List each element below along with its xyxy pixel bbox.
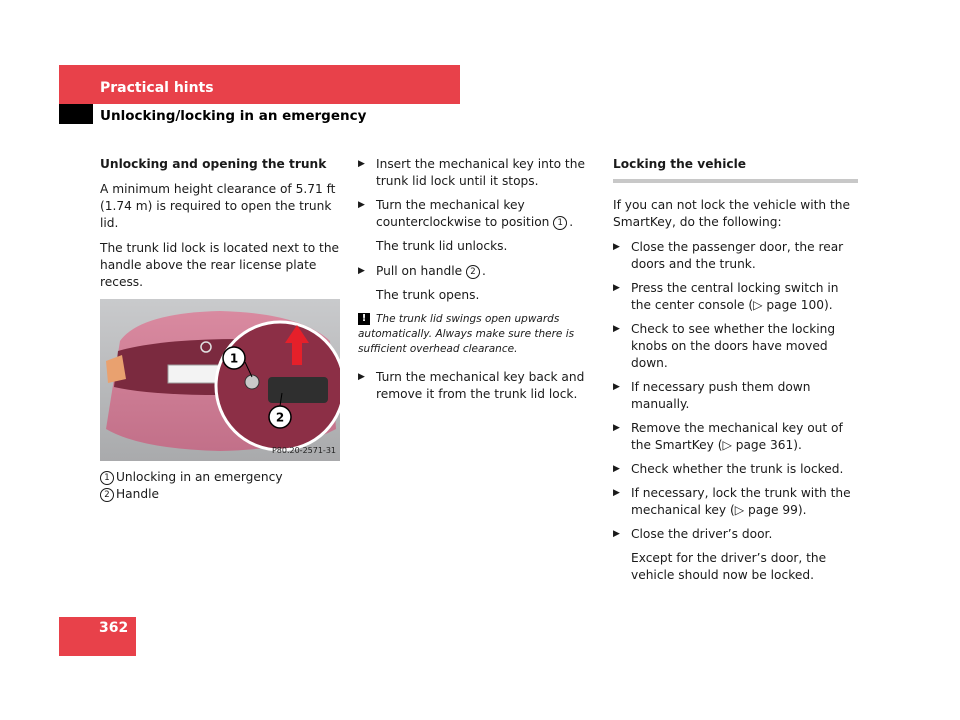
instruction-step: ▶ Remove the mechanical key out of the SmartKey (▷ page 361). bbox=[613, 421, 843, 452]
clearance-paragraph: A minimum height clearance of 5.71 ft (1.74 m) is required to open the trunk lid. bbox=[100, 182, 336, 230]
instruction-step: ▶ Press the central locking switch in the center console (▷ page 100). bbox=[613, 281, 839, 312]
step-arrow-icon: ▶ bbox=[358, 159, 365, 169]
locking-intro: If you can not lock the vehicle with the SmartKey, do the following: bbox=[613, 198, 850, 229]
svg-text:2: 2 bbox=[275, 410, 285, 425]
header-tab-marker bbox=[59, 104, 93, 124]
instruction-step: ▶ Insert the mechanical key into the trunk lid lock until it stops. bbox=[358, 157, 585, 188]
instruction-step: ▶ Turn the mechanical key counterclockwise to position 1 . bbox=[358, 198, 574, 229]
instruction-step: ▶ Pull on handle 2 . bbox=[358, 264, 486, 278]
step-arrow-icon: ▶ bbox=[613, 529, 620, 539]
step-arrow-icon: ▶ bbox=[358, 372, 365, 382]
step-arrow-icon: ▶ bbox=[358, 266, 365, 276]
lock-location-paragraph: The trunk lid lock is located next to the handle above the rear license plate recess. bbox=[100, 241, 340, 289]
legend-item: 1 Unlocking in an emergency bbox=[100, 469, 345, 486]
instruction-step: ▶ Close the passenger door, the rear doors and the trunk. bbox=[613, 240, 844, 271]
step-arrow-icon: ▶ bbox=[613, 488, 620, 498]
step-arrow-icon: ▶ bbox=[613, 283, 620, 293]
warning-note: ! The trunk lid swings open upwards automatically. Always make sure there is sufficient overhead clearance. bbox=[358, 313, 575, 355]
step-arrow-icon: ▶ bbox=[358, 200, 365, 210]
step-arrow-icon: ▶ bbox=[613, 382, 620, 392]
key-lock bbox=[245, 375, 259, 389]
warning-icon: ! bbox=[358, 313, 370, 325]
figure-legend bbox=[100, 469, 345, 503]
instruction-step: ▶ Check to see whether the locking knobs on the doors have moved down. bbox=[613, 322, 836, 370]
instruction-step: ▶ Close the driver’s door. bbox=[613, 527, 773, 541]
svg-text:1: 1 bbox=[229, 351, 239, 366]
page-number: 362 bbox=[99, 620, 129, 636]
instruction-step: ▶ Turn the mechanical key back and remove it from the trunk lid lock. bbox=[358, 370, 585, 401]
step-arrow-icon: ▶ bbox=[613, 423, 620, 433]
step-arrow-icon: ▶ bbox=[613, 324, 620, 334]
trunk-handle bbox=[268, 377, 328, 403]
locking-outro: Except for the driver’s door, the vehicle should now be locked. bbox=[631, 551, 827, 582]
column-right bbox=[613, 156, 858, 592]
step-result: The trunk opens. bbox=[376, 288, 480, 302]
column-left bbox=[100, 156, 345, 503]
trunk-heading: Unlocking and opening the trunk bbox=[100, 157, 327, 171]
trunk-figure bbox=[100, 299, 340, 461]
step-result: The trunk lid unlocks. bbox=[376, 239, 508, 253]
instruction-step: ▶ Check whether the trunk is locked. bbox=[613, 462, 844, 476]
instruction-step: ▶ If necessary, lock the trunk with the mechanical key (▷ page 99). bbox=[613, 486, 851, 517]
page-title: Unlocking/locking in an emergency bbox=[100, 108, 367, 124]
trunk-illustration bbox=[100, 299, 340, 461]
figure-code: P80.20-2571-31 bbox=[271, 446, 336, 455]
instruction-step: ▶ If necessary push them down manually. bbox=[613, 380, 811, 411]
legend-item: 2 Handle bbox=[100, 486, 345, 503]
locking-heading: Locking the vehicle bbox=[613, 156, 858, 183]
section-title: Practical hints bbox=[100, 80, 214, 96]
step-arrow-icon: ▶ bbox=[613, 464, 620, 474]
step-arrow-icon: ▶ bbox=[613, 242, 620, 252]
column-middle bbox=[358, 156, 593, 410]
